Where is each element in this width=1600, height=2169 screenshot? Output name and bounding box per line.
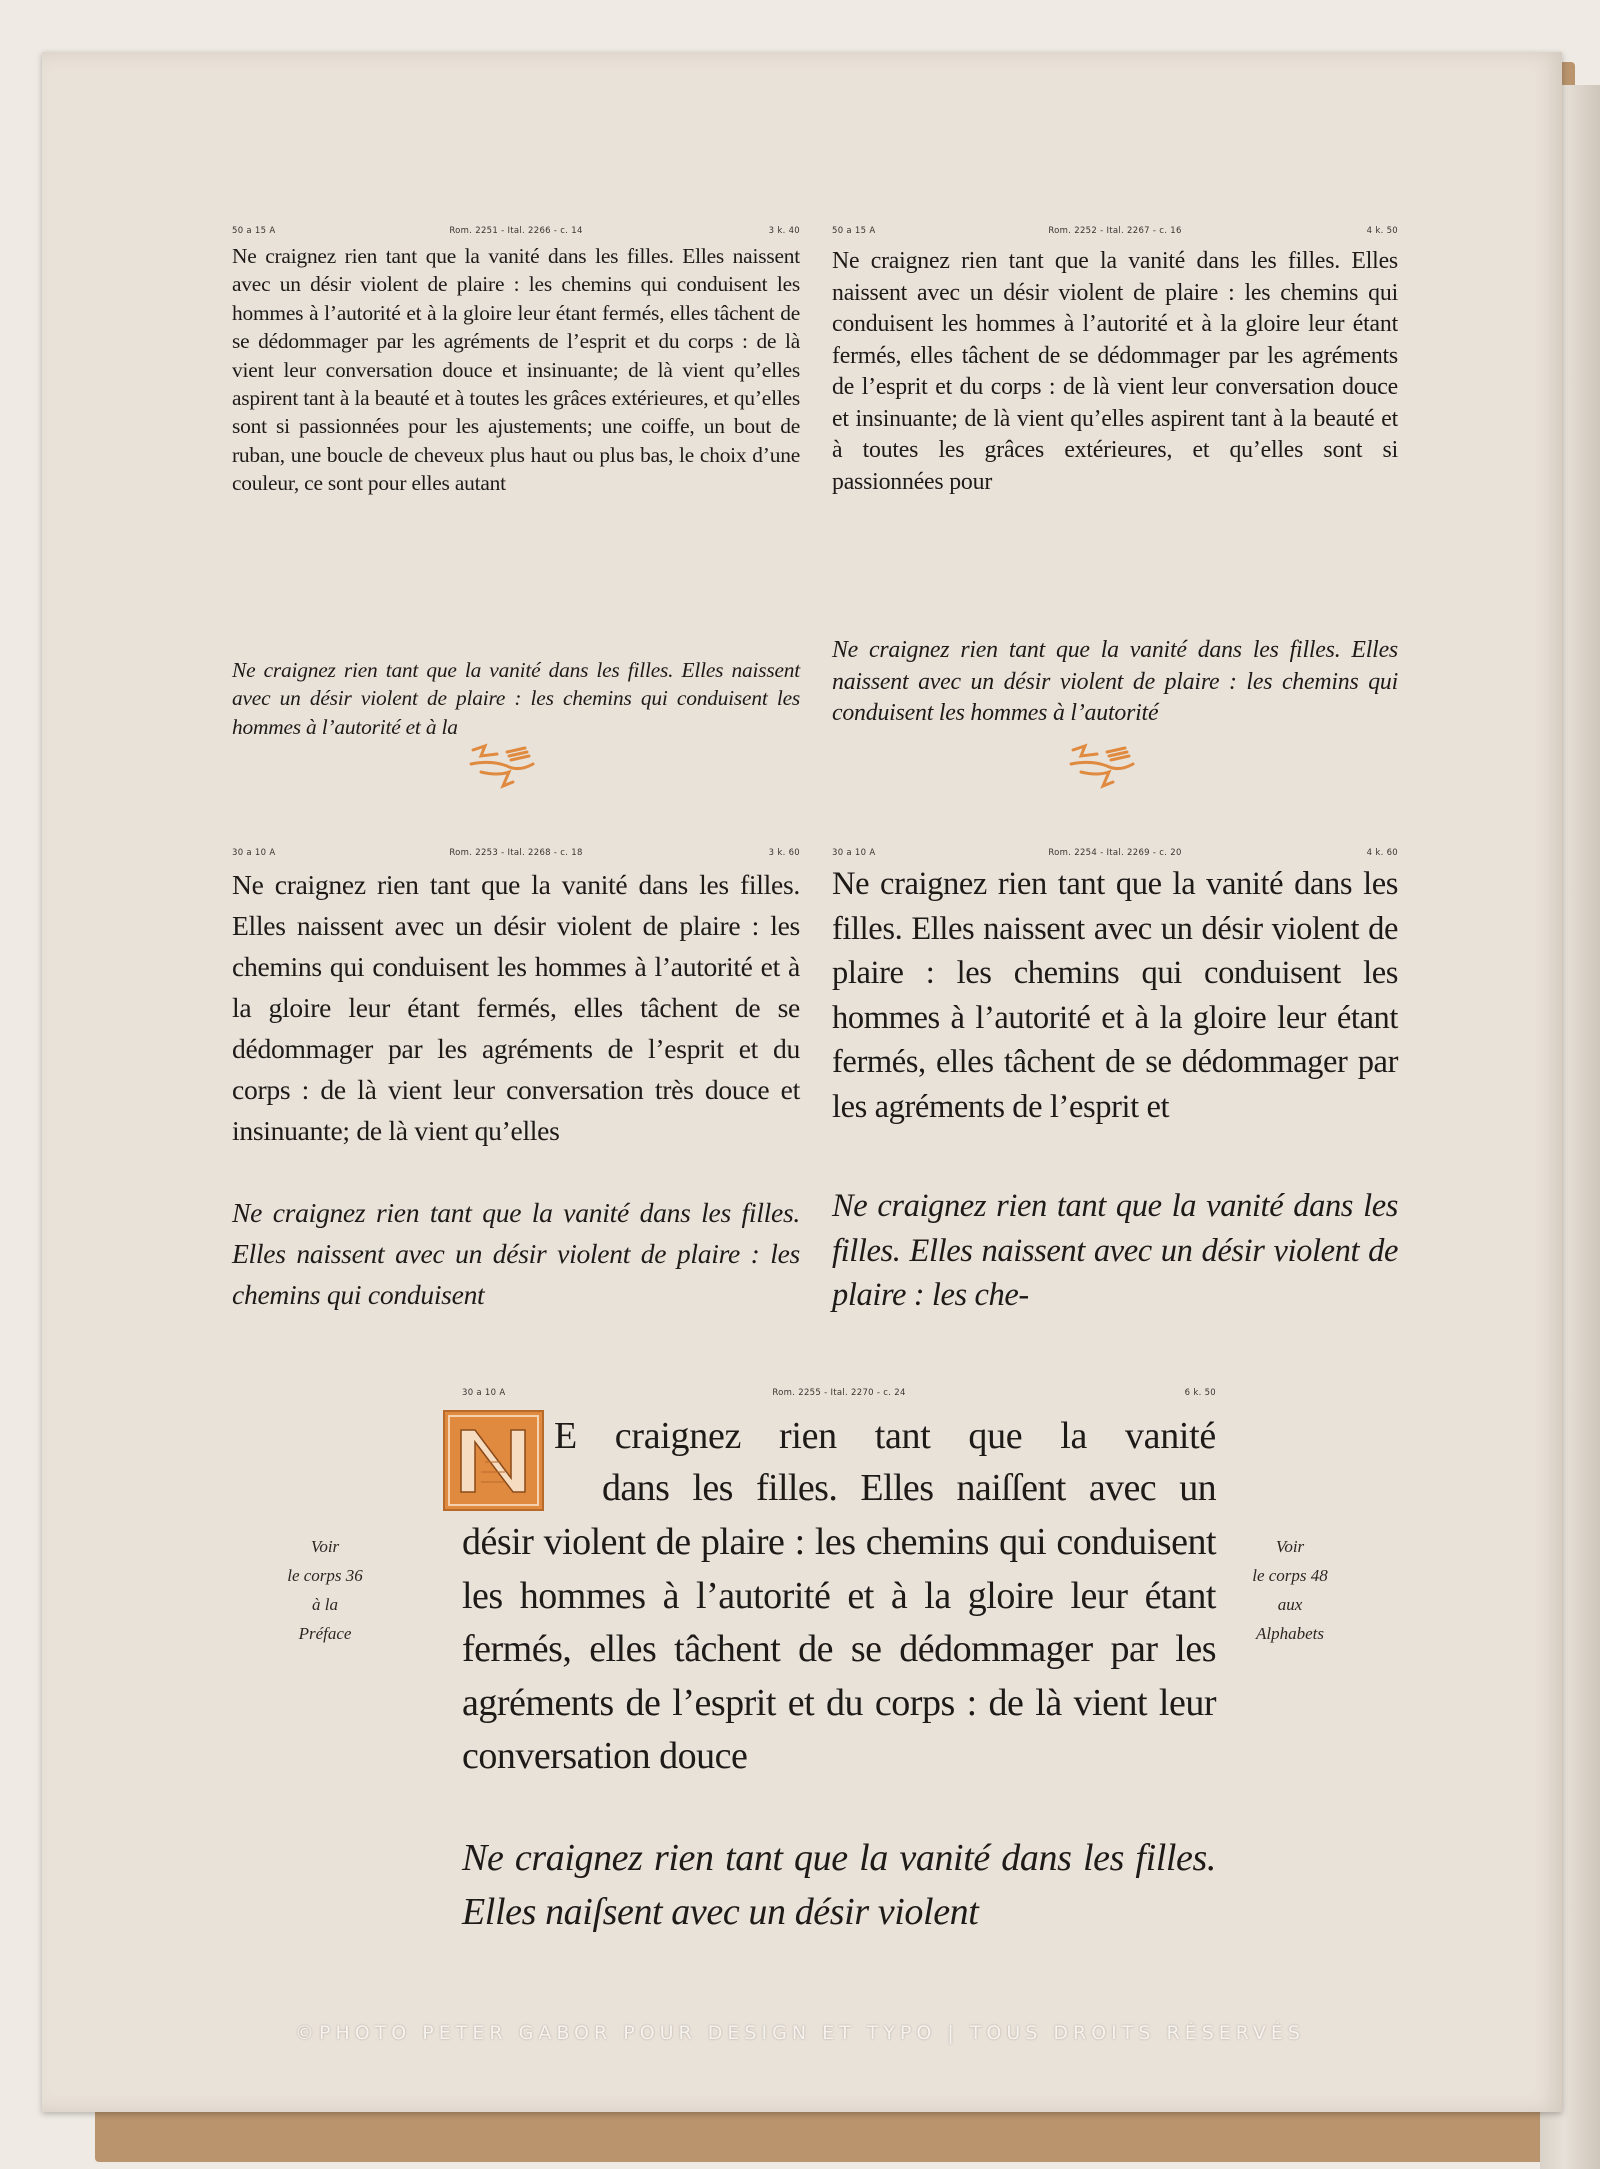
note-line: le corps 36	[287, 1566, 363, 1585]
meta-price: 3 k. 60	[768, 848, 800, 858]
side-note-left	[270, 1532, 380, 1648]
meta-price: 4 k. 60	[1366, 848, 1398, 858]
roman-sample: Ne craignez rien tant que la vanité dans les filles. Elles naissent avec un désir violent de plaire : les chemins qui conduisent les hommes à l’autorité et à la gloire leur étant fermés, elles tâchent de se dédommager par les agréments de l’esprit et du corps : de là vient leur conversation douce et insinuante; de là vient qu’elles aspirent tant à la beauté et à toutes les grâces extérieures, et qu’elles sont si passionnées pour les ajustements; une coiffe, un bout de ruban, une boucle de cheveux plus haut ou plus bas, le choix d’une couleur, ce sont pour elles autant	[232, 244, 800, 496]
note-line: Voir	[310, 1537, 340, 1556]
initial-n-icon	[445, 1412, 542, 1509]
note-line: Préface	[298, 1624, 352, 1643]
meta-catalog: Rom. 2255 - Ital. 2270 - c. 24	[772, 1388, 906, 1398]
note-line: à la	[312, 1595, 338, 1614]
meta-price: 6 k. 50	[1184, 1388, 1216, 1398]
note-line: le corps 48	[1252, 1566, 1328, 1585]
first-line: E craignez rien tant que la vanité	[554, 1415, 1216, 1457]
meta-price: 4 k. 50	[1366, 226, 1398, 236]
specimen-large	[422, 1388, 1216, 1988]
note-line: Voir	[1275, 1537, 1305, 1556]
specimen-1	[232, 226, 800, 761]
meta-price: 3 k. 40	[768, 226, 800, 236]
specimen-4	[832, 848, 1398, 1368]
italic-sample: Ne craignez rien tant que la vanité dans les filles. Elles naissent avec un désir violent de plaire : les chemins qui conduisent	[232, 1197, 800, 1310]
meta-size: 50 a 15 A	[232, 226, 276, 236]
meta-catalog: Rom. 2251 - Ital. 2266 - c. 14	[449, 226, 583, 236]
meta-size: 30 a 10 A	[462, 1388, 506, 1398]
meta-catalog: Rom. 2254 - Ital. 2269 - c. 20	[1048, 848, 1182, 858]
meta-size: 30 a 10 A	[832, 848, 876, 858]
meta-catalog: Rom. 2253 - Ital. 2268 - c. 18	[449, 848, 583, 858]
specimen-2	[832, 226, 1398, 761]
note-line: Alphabets	[1256, 1624, 1324, 1643]
photo-credit-watermark: ©PHOTO PETER GABOR POUR DESIGN ET TYPO | TOUS DROITS RÉSERVÉS	[295, 2022, 1305, 2044]
note-line: aux	[1277, 1595, 1303, 1614]
roman-sample: Ne craignez rien tant que la vanité dans les filles. Elles naissent avec un désir violent de plaire : les chemins qui conduisent les hommes à l’autorité et à la gloire leur étant fermés, elles tâchent de se dédommager par les agréments de l’esprit et	[832, 866, 1398, 1125]
roman-sample: Ne craignez rien tant que la vanité dans les filles. Elles naissent avec un désir violent de plaire : les chemins qui conduisent les hommes à l’autorité et à la gloire leur étant fermés, elles tâchent de se dédommager par les agréments de l’esprit et du corps : de là vient leur conversation douce et insinuante; de là vient qu’elles aspirent tant à la beauté et à toutes les grâces extérieures, et qu’elles sont si passionnées pour	[832, 248, 1398, 495]
second-line: dans les filles. Elles naiſſent avec un	[602, 1467, 1216, 1509]
illuminated-initial	[443, 1410, 544, 1511]
specimen-page	[42, 52, 1562, 2112]
specimen-3	[232, 848, 800, 1368]
bird-ornament-icon	[1067, 742, 1137, 794]
side-note-right	[1220, 1532, 1360, 1648]
meta-size: 30 a 10 A	[232, 848, 276, 858]
meta-catalog: Rom. 2252 - Ital. 2267 - c. 16	[1048, 226, 1182, 236]
roman-sample: désir violent de plaire : les chemins qui conduisent les hommes à l’autorité et à la gloire leur étant fermés, elles tâchent de se dédommager par les agréments de l’esprit et du corps : de là vient leur conversation douce	[462, 1521, 1216, 1777]
roman-sample: Ne craignez rien tant que la vanité dans les filles. Elles naissent avec un désir violent de plaire : les chemins qui conduisent les hommes à l’autorité et à la gloire leur étant fermés, elles tâchent de se dédommager par les agréments de l’esprit et du corps : de là vient leur conversation très douce et insinuante; de là vient qu’elles	[232, 869, 800, 1146]
meta-size: 50 a 15 A	[832, 226, 876, 236]
bird-ornament-icon	[467, 742, 537, 794]
italic-sample: Ne craignez rien tant que la vanité dans les filles. Elles naissent avec un désir violent de plaire : les che-	[832, 1188, 1398, 1313]
italic-sample: Ne craignez rien tant que la vanité dans les filles. Elles naiſsent avec un désir violent	[462, 1837, 1216, 1933]
italic-sample: Ne craignez rien tant que la vanité dans les filles. Elles naissent avec un désir violent de plaire : les chemins qui conduisent les hommes à l’autorité	[832, 637, 1398, 726]
italic-sample: Ne craignez rien tant que la vanité dans les filles. Elles naissent avec un désir violent de plaire : les chemins qui conduisent les hommes à l’autorité et à la	[232, 658, 800, 739]
